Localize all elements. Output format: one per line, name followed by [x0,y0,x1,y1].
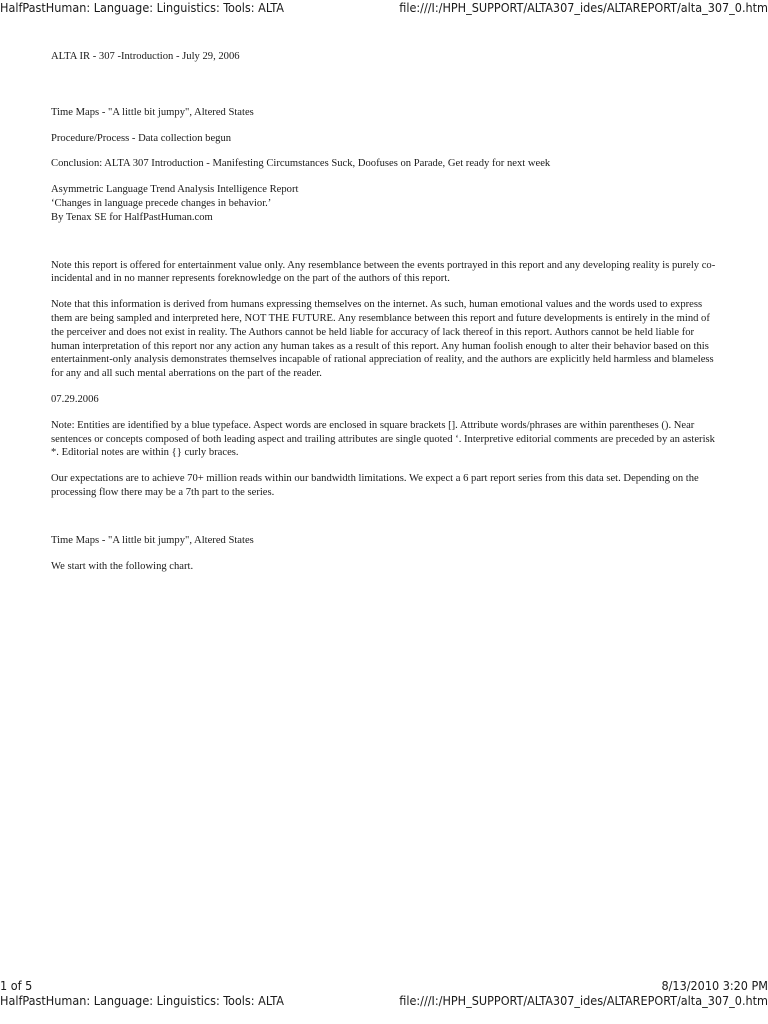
header-file-path: file:///I:/HPH_SUPPORT/ALTA307_ides/ALTAREPORT/alta_307_0.htm [399,0,768,15]
report-date: 07.29.2006 [51,393,99,405]
report-name: Asymmetric Language Trend Analysis Intelligence Report [51,184,299,196]
report-tagline: ‘Changes in language precede changes in behavior.’ [51,197,272,209]
time-maps-section-heading: Time Maps - "A little bit jumpy", Altered States [51,534,254,546]
footer-file-path: file:///I:/HPH_SUPPORT/ALTA307_ides/ALTAREPORT/alta_307_0.htm [399,993,768,1008]
page-number: 1 of 5 [0,978,33,993]
chart-intro: We start with the following chart. [51,560,194,572]
report-byline: By Tenax SE for HalfPastHuman.com [51,211,213,223]
footer-site-title: HalfPastHuman: Language: Linguistics: Tools: ALTA [0,993,284,1008]
report-body [51,50,721,573]
print-timestamp: 8/13/2010 3:20 PM [661,978,768,993]
conclusion-line: Conclusion: ALTA 307 Introduction - Manifesting Circumstances Suck, Doofuses on Parade, Get ready for next week [51,158,551,170]
entertainment-disclaimer: Note this report is offered for entertainment value only. Any resemblance between the events portrayed in this report and any developing reality is purely co-incidental and in no manner represents foreknowledge on the part of the authors of this report. [51,259,716,285]
notation-note: Note: Entities are identified by a blue typeface. Aspect words are enclosed in square brackets []. Attribute words/phrases are within parentheses (). Near sentences or concepts composed of both leading aspect and trailing attributes are single quoted ‘. Interpretive editorial comments are preceded by an asterisk *. Editorial notes are within {} curly braces. [51,419,715,459]
procedure-line: Procedure/Process - Data collection begun [51,132,232,144]
header-site-title: HalfPastHuman: Language: Linguistics: Tools: ALTA [0,0,284,15]
time-maps-heading: Time Maps - "A little bit jumpy", Altered States [51,106,254,118]
expectations-paragraph: Our expectations are to achieve 70+ million reads within our bandwidth limitations. We expect a 6 part report series from this data set. Depending on the processing flow there may be a 7th part to the series. [51,473,699,498]
report-title-line: ALTA IR - 307 -Introduction - July 29, 2006 [51,51,240,62]
derived-disclaimer: Note that this information is derived from humans expressing themselves on the internet. As such, human emotional values and the words used to express them are being sampled and interpreted here, NOT THE FUTURE. Any resemblance between this report and future developments is entirely in the mind of the perceiver and does not exist in reality. The Authors cannot be held liable for accuracy of lack thereof in this report. Authors cannot be held liable for human interpretation of this report nor any action any human takes as a result of this report. Any human foolish enough to alter their behavior based on this entertainment-only analysis demonstrates themselves incapable of rational appreciation of reality, and the authors are explicitly held harmless and blameless for any and all such mental aberrations on the part of the reader. [51,299,714,380]
